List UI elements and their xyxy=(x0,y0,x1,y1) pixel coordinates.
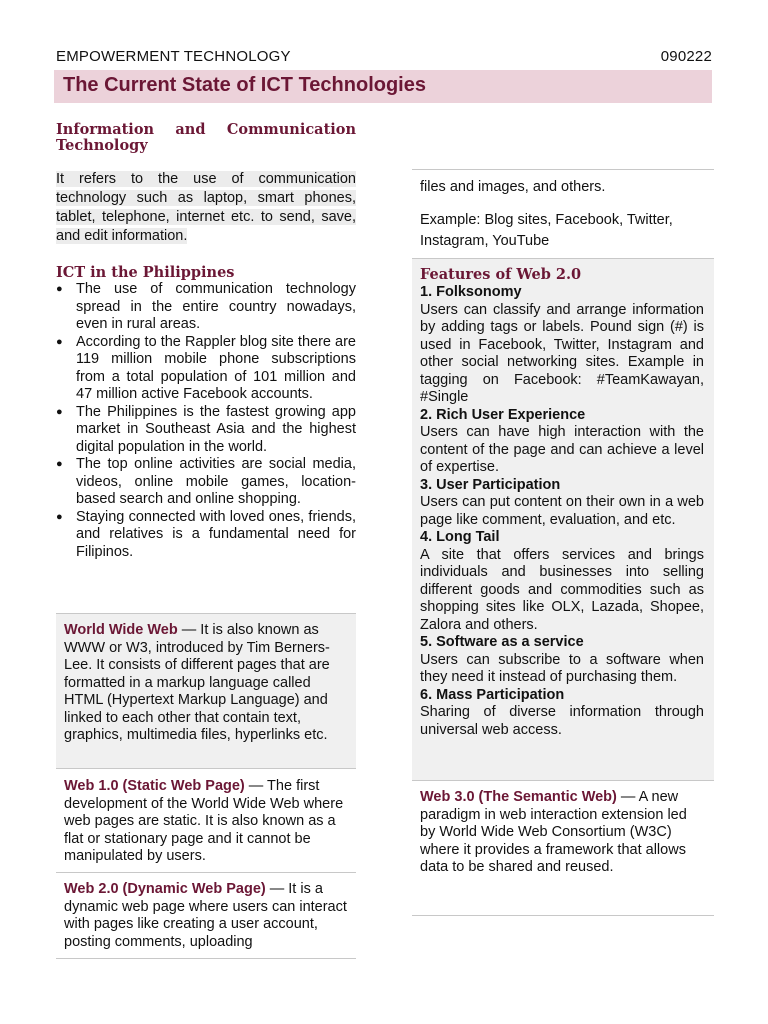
www-term: World Wide Web xyxy=(64,622,178,638)
bullet-item: ● Staying connected with loved ones, friends, and relatives is a fundamental need for Filipinos. xyxy=(56,509,356,562)
divider xyxy=(56,768,356,769)
web2-card xyxy=(64,881,350,951)
web1-card xyxy=(64,778,354,866)
feature-title: 6. Mass Participation xyxy=(420,686,565,703)
ict-definition-text: It refers to the use of communication technology such as laptop, smart phones, tablet, telephone, internet etc. to send, save, and edit information. xyxy=(56,171,356,244)
feature-title: 4. Long Tail xyxy=(420,529,500,545)
feature-text: Users can classify and arrange information by adding tags or labels. Pound sign (#) is used in Facebook, Twitter, Instagram and other social networking sites. Example in tagging on Facebook: #TeamKawayan, #Single xyxy=(420,301,704,405)
document-code: 090222 xyxy=(660,48,712,65)
feature-item xyxy=(420,477,704,530)
feature-text: Sharing of diverse information through universal web access. xyxy=(420,704,704,738)
page-header xyxy=(56,48,712,65)
features-list xyxy=(420,284,704,739)
feature-item xyxy=(420,284,704,407)
web2-continued: files and images, and others. xyxy=(420,179,606,195)
web2-text: — It is a dynamic web page where users can interact with pages like creating a user account, posting comments, uploading xyxy=(64,881,347,950)
feature-item xyxy=(420,687,704,740)
feature-item xyxy=(420,634,704,687)
web3-term: Web 3.0 (The Semantic Web) xyxy=(420,789,617,805)
feature-item xyxy=(420,407,704,477)
bullet-item: ● The top online activities are social media, videos, online mobile games, location-based search and online shopping. xyxy=(56,456,356,509)
web2-term: Web 2.0 (Dynamic Web Page) xyxy=(64,881,266,897)
title-bar xyxy=(54,70,712,103)
web3-text: — A new paradigm in web interaction extension led by World Wide Web Consortium (W3C) where it provides a framework that allows data to be shared and reused. xyxy=(420,789,687,875)
divider xyxy=(56,872,356,873)
feature-title: 5. Software as a service xyxy=(420,634,584,650)
subject-label: EMPOWERMENT TECHNOLOGY xyxy=(56,48,291,65)
features-heading: Features of Web 2.0 xyxy=(420,266,582,283)
web2-example: Example: Blog sites, Facebook, Twitter, Instagram, YouTube xyxy=(420,212,673,249)
feature-text: Users can put content on their own in a web page like comment, evaluation, and etc. xyxy=(420,494,704,528)
bullet-item: ● According to the Rappler blog site there are 119 million mobile phone subscriptions from a total population of 101 million and 47 million active Facebook accounts. xyxy=(56,334,356,404)
philippines-heading: ICT in the Philippines xyxy=(56,264,235,281)
feature-title: 3. User Participation xyxy=(420,476,561,493)
bullet-item: ● The Philippines is the fastest growing app market in Southeast Asia and the highest digital population in the world. xyxy=(56,404,356,457)
www-card xyxy=(64,622,348,745)
philippines-list xyxy=(56,281,356,561)
feature-title: 2. Rich User Experience xyxy=(420,406,586,423)
bullet-list xyxy=(56,281,356,561)
web1-text: — The first development of the World Wide Web where web pages are static. It is also known as a flat or stationary page and it cannot be manipulated by users. xyxy=(64,778,344,864)
feature-text: Users can have high interaction with the content of the page and can achieve a level of expertise. xyxy=(420,424,704,475)
divider xyxy=(412,169,714,170)
www-text: — It is also known as WWW or W3, introduced by Tim Berners-Lee. It consists of different pages that are formatted in a markup language called HTML (Hypertext Markup Language) and linked to each other that contain text, graphics, multimedia files, hyperlinks etc. xyxy=(64,622,330,743)
web1-term: Web 1.0 (Static Web Page) xyxy=(64,778,245,794)
page-title: The Current State of ICT Technologies xyxy=(63,74,426,96)
divider xyxy=(56,958,356,959)
ict-definition xyxy=(56,170,356,246)
feature-text: A site that offers services and brings individuals and businesses into selling different goods and commodities such as shopping sites like OLX, Lazada, Shopee, Zalora and others. xyxy=(420,546,704,633)
feature-item xyxy=(420,529,704,634)
divider xyxy=(412,780,714,781)
feature-title: 1. Folksonomy xyxy=(420,284,522,300)
ict-heading: Information and Communication Technology xyxy=(56,121,356,154)
feature-text: Users can subscribe to a software when they need it instead of purchasing them. xyxy=(420,651,704,685)
bullet-item: ● The use of communication technology spread in the entire country nowadays, even in rural areas. xyxy=(56,281,356,334)
web3-card xyxy=(420,789,704,877)
divider xyxy=(412,915,714,916)
